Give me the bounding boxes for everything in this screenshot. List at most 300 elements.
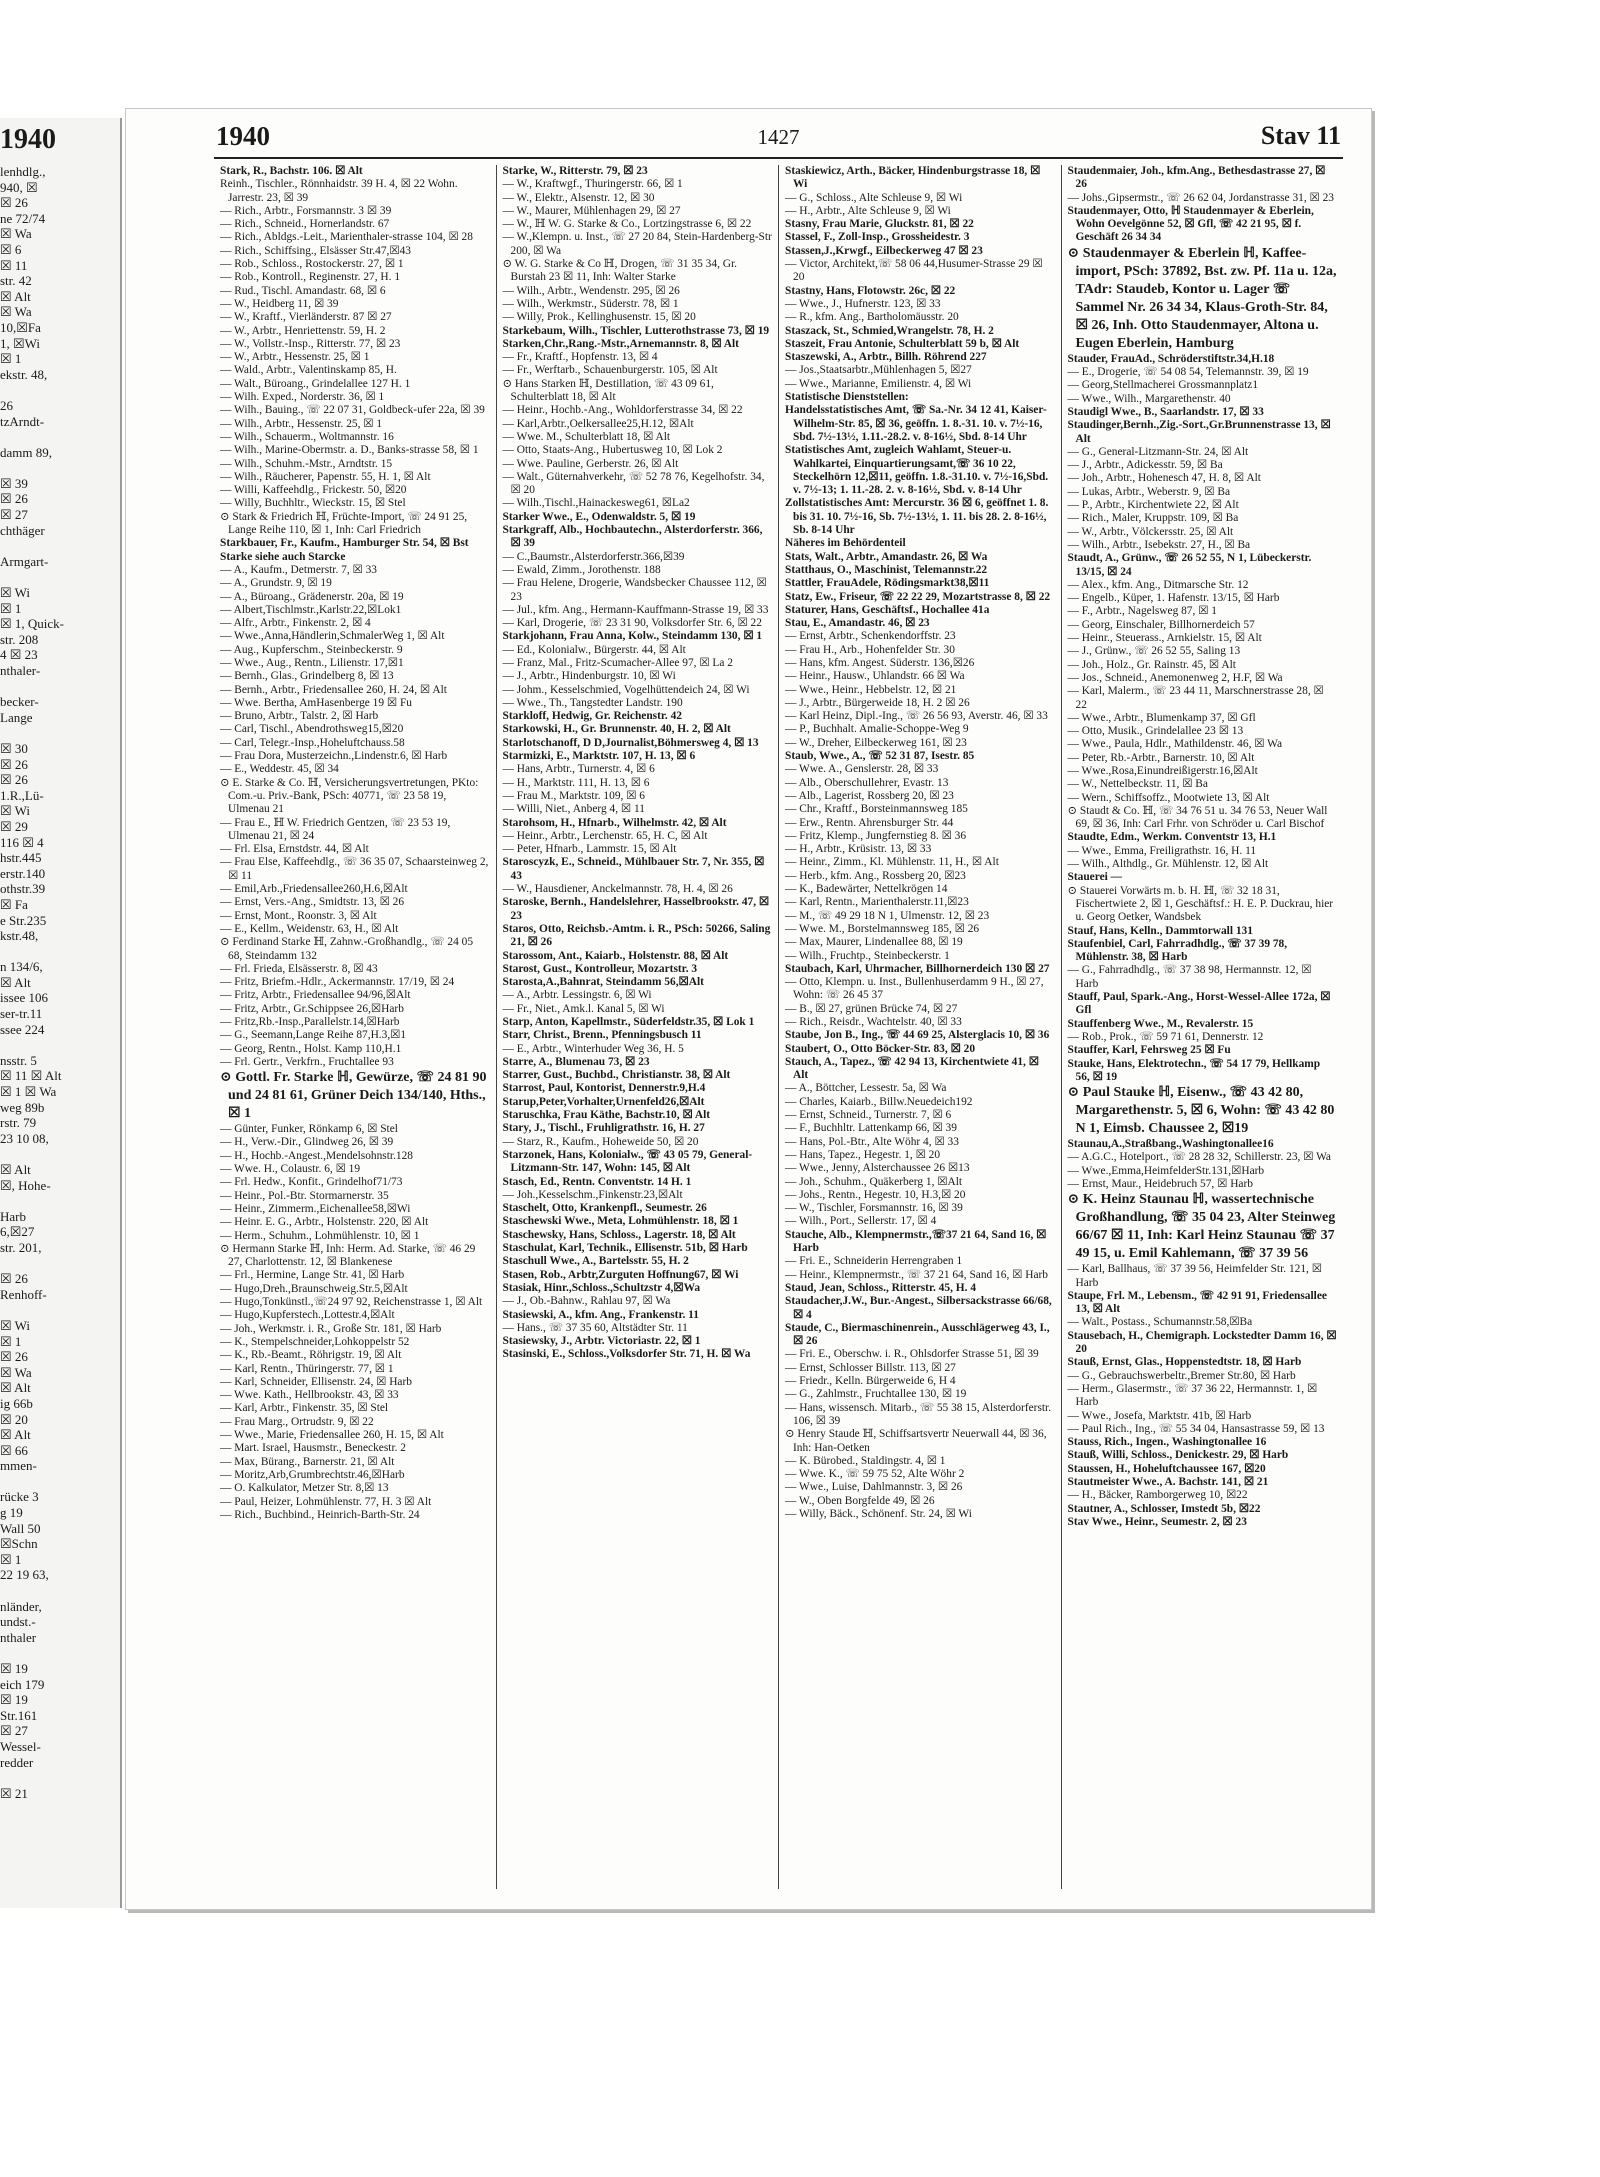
directory-entry: Staschelt, Otto, Krankenpfl., Seumestr. 26 xyxy=(502,1202,707,1215)
left-page-line: Wessel- xyxy=(0,1738,41,1754)
directory-entry: — Karl, Rentn., Marienthalerstr.11,☒23 xyxy=(785,896,969,909)
directory-entry: Starker Wwe., E., Odenwaldstr. 5, ☒ 19 xyxy=(502,510,696,523)
left-page-line: ☒ 1 xyxy=(0,600,22,616)
directory-entry: Stauff, Paul, Spark.-Ang., Horst-Wessel-Allee 172a, ☒ Gfl xyxy=(1067,991,1331,1017)
left-page-line: ☒ 1 xyxy=(0,1333,22,1349)
directory-entry: — W., Nettelbeckstr. 11, ☒ Ba xyxy=(1067,778,1208,791)
directory-entry: ⊙ K. Heinz Staunau ℍ, wassertechnische Großhandlung, ☏ 35 04 23, Alter Steinweg 66/67 ☒ 11, Inh: Karl Heinz Staunau ☏ 37 49 15, u. Emil Kahlemann, ☏ 37 39 56 xyxy=(1067,1192,1336,1262)
directory-entry: — Karl, Arbtr., Finkenstr. 35, ☒ Stel xyxy=(220,1402,389,1415)
directory-entry: Starkebaum, Wilh., Tischler, Lutterothstrasse 73, ☒ 19 xyxy=(502,324,770,337)
directory-entry: Staude, C., Biermaschinenrein., Ausschlägerweg 43, I., ☒ 26 xyxy=(785,1321,1050,1348)
left-page-line: nländer, xyxy=(0,1598,42,1614)
left-page-line: othstr.39 xyxy=(0,881,46,897)
directory-entry: — Hugo,Tonkünstl.,☏24 97 92, Reichenstrasse 1, ☒ Alt xyxy=(220,1296,483,1309)
directory-entry: Stasch, Ed., Rentn. Conventstr. 14 H. 1 xyxy=(502,1175,692,1188)
directory-entry: — Rob., Schloss., Rostockerstr. 27, ☒ 1 xyxy=(220,258,404,271)
directory-entry: — Wilh., Werkmstr., Süderstr. 78, ☒ 1 xyxy=(502,297,679,310)
directory-entry: — H., Arbtr., Alte Schleuse 9, ☒ Wi xyxy=(785,204,951,217)
directory-entry: Staruschka, Frau Käthe, Bachstr.10, ☒ Alt xyxy=(502,1109,711,1122)
left-page-line: ☒ 1 xyxy=(0,1551,22,1567)
directory-entry: — Erw., Rentn. Ahrensburger Str. 44 xyxy=(785,816,954,829)
directory-entry: — Rich., Maler, Kruppstr. 109, ☒ Ba xyxy=(1067,512,1239,525)
directory-entry: Näheres im Behördenteil xyxy=(785,537,906,550)
left-page-line xyxy=(0,1037,120,1053)
directory-entry: — Willy, Bäck., Schönenf. Str. 24, ☒ Wi xyxy=(785,1507,972,1520)
left-page-line xyxy=(0,944,120,960)
left-page-line: ☒ 20 xyxy=(0,1411,28,1427)
directory-entry: — A.G.C., Hotelport., ☏ 28 28 32, Schillerstr. 23, ☒ Wa xyxy=(1067,1151,1331,1164)
left-page-line: ☒ Alt xyxy=(0,974,31,990)
directory-entry: — Wwe. M., Borstelmannsweg 185, ☒ 26 xyxy=(785,922,980,935)
left-page-line: str. 201, xyxy=(0,1239,42,1255)
left-page-line: g 19 xyxy=(0,1505,23,1521)
directory-entry: — W., Vollstr.-Insp., Ritterstr. 77, ☒ 23 xyxy=(220,337,401,350)
directory-entry: — Frau E., ℍ W. Friedrich Gentzen, ☏ 23 53 19, Ulmenau 21, ☒ 24 xyxy=(220,816,451,842)
directory-entry: — M., ☏ 49 29 18 N 1, Ulmenstr. 12, ☒ 23 xyxy=(785,909,990,922)
directory-entry: — Fri. E., Oberschw. i. R., Ohlsdorfer Strasse 51, ☒ 39 xyxy=(785,1348,1039,1361)
directory-entry: Starrost, Paul, Kontorist, Dennerstr.9,H.4 xyxy=(502,1082,706,1095)
left-page-line: ☒Schn xyxy=(0,1536,38,1552)
left-page-line xyxy=(0,679,120,695)
left-page-line: ☒ Wi xyxy=(0,1317,31,1333)
directory-entry: — Wilh., Arbtr., Isebekstr. 27, H., ☒ Ba xyxy=(1067,538,1251,551)
left-page-line xyxy=(0,569,120,585)
directory-entry: — Herb., kfm. Ang., Rossberg 20, ☒23 xyxy=(785,869,966,882)
directory-entry: — Otto, Staats-Ang., Hubertusweg 10, ☒ Lok 2 xyxy=(502,444,723,457)
directory-entry: Starosta,A.,Bahnrat, Steindamm 56,☒Alt xyxy=(502,976,704,989)
directory-entry: — Ewald, Zimm., Jorothenstr. 188 xyxy=(502,563,661,576)
left-page-line: 4 ☒ 23 xyxy=(0,647,38,663)
left-page-line: ☒ 21 xyxy=(0,1785,28,1801)
directory-entry: — W., Kraftf., Vierländerstr. 87 ☒ 27 xyxy=(220,311,392,324)
directory-entry: — W., Oben Borgfelde 49, ☒ 26 xyxy=(785,1494,935,1507)
directory-entry: Stausebach, H., Chemigraph. Lockstedter Damm 16, ☒ 20 xyxy=(1067,1329,1337,1356)
left-page-line: ☒ 26 xyxy=(0,195,28,211)
left-page-line xyxy=(0,1256,120,1272)
directory-entry: — Karl Heinz, Dipl.-Ing., ☏ 26 56 93, Averstr. 46, ☒ 33 xyxy=(785,710,1048,723)
directory-entry: Stauffenberg Wwe., M., Revalerstr. 15 xyxy=(1067,1017,1254,1030)
directory-entry: Staschulat, Karl, Technik., Ellisenstr. 51b, ☒ Harb xyxy=(502,1242,748,1255)
left-page-line: eich 179 xyxy=(0,1676,45,1692)
directory-entry: — J., Arbtr., Adickesstr. 59, ☒ Ba xyxy=(1067,459,1223,472)
directory-entry: — Fr., Kraftf., Hopfenstr. 13, ☒ 4 xyxy=(502,351,658,364)
left-page-line: 940, ☒ xyxy=(0,179,38,195)
directory-entry: — Bruno, Arbtr., Talstr. 2, ☒ Harb xyxy=(220,710,379,723)
directory-entry: — P., Arbtr., Kirchentwiete 22, ☒ Alt xyxy=(1067,499,1239,512)
directory-entry: — Wwe. K., ☏ 59 75 52, Alte Wöhr 2 xyxy=(785,1468,965,1481)
directory-entry: — Chr., Kraftf., Borsteinmannsweg 185 xyxy=(785,803,968,816)
directory-entry: Stassen,J.,Krwgf., Eilbeckerweg 47 ☒ 23 xyxy=(785,244,983,257)
left-page-line: ☒ Alt xyxy=(0,1427,31,1443)
directory-entry: ⊙ Gottl. Fr. Starke ℍ, Gewürze, ☏ 24 81 90 und 24 81 61, Grüner Deich 134/140, Hths., ☒ 1 xyxy=(220,1070,487,1122)
left-page-line: ☒ 29 xyxy=(0,818,28,834)
left-page-line: 22 19 63, xyxy=(0,1567,49,1583)
directory-entry: Stauke, Hans, Elektrotechn., ☏ 54 17 79, Hellkamp 56, ☒ 19 xyxy=(1067,1057,1321,1083)
left-page-line: ☒ Fa xyxy=(0,896,28,912)
directory-entry: Staudinger,Bernh.,Zig.-Sort.,Gr.Brunnenstrasse 13, ☒ Alt xyxy=(1067,419,1331,445)
directory-entry: — W., Elektr., Alsenstr. 12, ☒ 30 xyxy=(502,191,655,204)
directory-entry: — Georg,Stellmacherei Grossmannplatz1 xyxy=(1067,379,1259,392)
directory-entry: Statistisches Amt, zugleich Wahlamt, Steuer-u. Wahlkartei, Einquartierungsamt,☏ 36 10 22, Steckelhörn 12,☒11, geöffn. 1.8.-31.10. v. 7½-16,Sbd. v. 7½-13; 1. 11.-28. 2. v. 8-16½, Sbd. v. 8-14 Uhr xyxy=(785,444,1049,497)
directory-entry: — Albert,Tischlmstr.,Karlstr.22,☒Lok1 xyxy=(220,603,402,616)
directory-entry: Staskiewicz, Arth., Bäcker, Hindenburgstrasse 18, ☒ Wi xyxy=(785,165,1041,191)
directory-entry: Staud, Jean, Schloss., Ritterstr. 45, H. 4 xyxy=(785,1281,977,1294)
directory-entry: ⊙ Ferdinand Starke ℍ, Zahnw.-Großhandlg., ☏ 24 05 68, Steindamm 132 xyxy=(220,936,474,962)
left-page-line xyxy=(0,382,120,398)
left-page-fragment xyxy=(0,118,122,1908)
directory-entry: Stauerei — xyxy=(1067,871,1123,884)
directory-entry: — Karl,Arbtr.,Oelkersallee25,H.12, ☒Alt xyxy=(502,417,694,430)
directory-entry: — Hans., ☏ 37 35 60, Altstädter Str. 11 xyxy=(502,1321,688,1334)
directory-entry: — Frau Else, Kaffeehdlg., ☏ 36 35 07, Schaarsteinweg 2, ☒ 11 xyxy=(220,856,489,882)
directory-entry: — Bernh., Glas., Grindelberg 8, ☒ 13 xyxy=(220,670,394,683)
directory-entry: — W., Heidberg 11, ☒ 39 xyxy=(220,297,339,310)
left-page-line: ig 66b xyxy=(0,1395,33,1411)
directory-entry: — Karl, Drogerie, ☏ 23 31 90, Volksdorfer Str. 6, ☒ 22 xyxy=(502,617,762,630)
directory-entry: — Otto, Klempn. u. Inst., Bullenhuserdamm 9 H., ☒ 27, Wohn: ☏ 26 45 37 xyxy=(785,976,1044,1002)
directory-entry: Starken,Chr.,Rang.-Mstr.,Arnemannstr. 8, ☒ Alt xyxy=(502,337,739,350)
directory-entry: — G., Schloss., Alte Schleuse 9, ☒ Wi xyxy=(785,191,963,204)
directory-entry: — W., Hausdiener, Anckelmannstr. 78, H. 4, ☒ 26 xyxy=(502,883,733,896)
directory-entry: — Wern., Schiffsoffz., Mootwiete 13, ☒ Alt xyxy=(1067,791,1270,804)
directory-entry: — W., Dreher, Eilbeckerweg 161, ☒ 23 xyxy=(785,736,967,749)
directory-entry: Staupe, Frl. M., Lebensm., ☏ 42 91 91, Friedensallee 13, ☒ Alt xyxy=(1067,1289,1327,1316)
left-page-line: ☒ Wi xyxy=(0,803,31,819)
left-page-line: ☒ 66 xyxy=(0,1442,28,1458)
left-page-line xyxy=(0,538,120,554)
directory-entry: Stauf, Hans, Kelln., Dammtorwall 131 xyxy=(1067,924,1253,937)
directory-entry: — Wald., Arbtr., Valentinskamp 85, H. xyxy=(220,364,397,377)
left-page-line: Str.161 xyxy=(0,1707,38,1723)
directory-entry: — Max, Maurer, Lindenallee 88, ☒ 19 xyxy=(785,936,963,949)
directory-entry: — K. Bürobed., Staldingstr. 4, ☒ 1 xyxy=(785,1454,946,1467)
left-page-line: 6,☒27 xyxy=(0,1224,35,1240)
directory-entry: — Heinr., Zimm., Kl. Mühlenstr. 11, H., ☒ Alt xyxy=(785,856,999,869)
left-page-line: chthäger xyxy=(0,522,45,538)
directory-entry: Stauder, FrauAd., Schröderstiftstr.34,H.18 xyxy=(1067,352,1275,365)
left-page-line: ☒ 19 xyxy=(0,1661,28,1676)
directory-entry: — F., Buchhltr. Lattenkamp 66, ☒ 39 xyxy=(785,1122,957,1135)
directory-entry: — Wwe., Heinr., Hebbelstr. 12, ☒ 21 xyxy=(785,683,957,696)
directory-entry: — Paul Rich., Ing., ☏ 55 34 04, Hansastrasse 59, ☒ 13 xyxy=(1067,1422,1325,1435)
directory-entry: — Walt., Güternahverkehr, ☏ 52 78 76, Kegelhofstr. 34, ☒ 20 xyxy=(502,470,765,497)
directory-entry: Statthaus, O., Maschinist, Telemannstr.22 xyxy=(785,563,988,576)
directory-entry: — Johs., Rentn., Hegestr. 10, H.3,☒ 20 xyxy=(785,1188,966,1201)
directory-entry: Stautmeister Wwe., A. Bachstr. 141, ☒ 21 xyxy=(1067,1476,1269,1489)
directory-entry: Stauche, Alb., Klempnermstr.,☏37 21 64, Sand 16, ☒ Harb xyxy=(785,1228,1047,1255)
directory-entry: — Heinr., Steuerass., Arnkielstr. 15, ☒ Alt xyxy=(1067,632,1262,645)
directory-entry: — Wilh., Schauerm., Woltmannstr. 16 xyxy=(220,430,394,443)
directory-entry: Stassel, F., Zoll-Insp., Grossheidestr. 3 xyxy=(785,231,970,244)
directory-entry: — Frl. Hedw., Konfit., Grindelhof71/73 xyxy=(220,1176,403,1189)
directory-entry: Staudenmaier, Joh., kfm.Ang., Bethesdastrasse 27, ☒ 26 xyxy=(1067,165,1326,191)
left-page-line: damm 89, xyxy=(0,444,52,460)
left-page-line: ☒ 1, Quick- xyxy=(0,616,65,632)
directory-entry: — Rich., Reisdr., Wachtelstr. 40, ☒ 33 xyxy=(785,1016,962,1028)
directory-entry: Stauß, Willi, Schloss., Denickestr. 29, ☒ Harb xyxy=(1067,1449,1289,1462)
directory-entry: — A., Kaufm., Detmerstr. 7, ☒ 33 xyxy=(220,563,378,576)
directory-entry: — Frau Dora, Musterzeichn.,Lindenstr.6, ☒ Harb xyxy=(220,750,448,763)
directory-entry: — J., Grünw., ☏ 26 52 55, Saling 13 xyxy=(1067,645,1241,658)
directory-entry: — Rud., Tischl. Amandastr. 68, ☒ 6 xyxy=(220,284,386,297)
directory-entry: — Wilh., Räucherer, Papenstr. 55, H. 1, ☒ Alt xyxy=(220,470,431,483)
directory-entry: Stasny, Frau Marie, Gluckstr. 81, ☒ 22 xyxy=(785,218,974,231)
left-page-line: Lange xyxy=(0,709,33,725)
directory-entry: — Max, Bürang., Barnerstr. 21, ☒ Alt xyxy=(220,1455,395,1468)
directory-entry: — Heinr., Pol.-Btr. Stormarnerstr. 35 xyxy=(220,1189,389,1202)
directory-entry: — Emil,Arb.,Friedensallee260,H.6,☒Alt xyxy=(220,883,408,896)
left-page-line: ssee 224 xyxy=(0,1021,45,1037)
left-page-line xyxy=(0,1770,120,1786)
directory-entry: — Wilh., Schuhm.-Mstr., Arndtstr. 15 xyxy=(220,457,393,470)
left-page-line: ☒ Wa xyxy=(0,304,32,320)
directory-entry: — Wwe., Emma, Freiligrathstr. 16, H. 11 xyxy=(1067,844,1257,857)
directory-entry: — O. Kalkulator, Metzer Str. 8,☒ 13 xyxy=(220,1482,389,1495)
directory-columns xyxy=(214,165,1343,1889)
left-page-line xyxy=(0,1645,120,1661)
directory-entry: Starossom, Ant., Kaiarb., Holstenstr. 88, ☒ Alt xyxy=(502,949,729,962)
directory-entry: — Mart. Israel, Hausmstr., Beneckestr. 2 xyxy=(220,1442,407,1455)
directory-entry: — Hans, Pol.-Btr., Alte Wöhr 4, ☒ 33 xyxy=(785,1135,959,1148)
directory-entry: — Ernst, Schneid., Turnerstr. 7, ☒ 6 xyxy=(785,1109,952,1122)
directory-entry: — Joh., Schuhm., Quäkerberg 1, ☒Alt xyxy=(785,1175,963,1188)
directory-entry: — Wilh.,Tischl.,Hainackesweg61, ☒La2 xyxy=(502,497,690,510)
left-page-line: mmen- xyxy=(0,1458,37,1474)
directory-entry: — Heinr., Zimmerm.,Eichenallee58,☒Wi xyxy=(220,1202,411,1215)
directory-entry: — Wwe.,Rosa,Einundreißigerstr.16,☒Alt xyxy=(1067,764,1258,777)
directory-entry: — Wwe., Wilh., Margarethenstr. 40 xyxy=(1067,392,1231,405)
directory-entry: Staudt, A., Grünw., ☏ 26 52 55, N 1, Lübeckerstr. 13/15, ☒ 24 xyxy=(1067,552,1312,578)
directory-entry: — Wwe. H., Colaustr. 6, ☒ 19 xyxy=(220,1163,361,1176)
left-page-line: ☒ Wa xyxy=(0,226,32,242)
directory-entry: — Hans, Tapez., Hegestr. 1, ☒ 20 xyxy=(785,1148,941,1161)
directory-entry: — W., Kraftwgf., Thuringerstr. 66, ☒ 1 xyxy=(502,178,683,191)
directory-entry: — Alb., Oberschullehrer, Evastr. 13 xyxy=(785,776,949,789)
directory-entry: — Fritz, Arbtr., Gr.Schippsee 26,☒Harb xyxy=(220,1002,404,1015)
directory-entry: — Joh.,Kesselschm.,Finkenstr.23,☒Alt xyxy=(502,1188,683,1201)
directory-entry: Statz, Ew., Friseur, ☏ 22 22 29, Mozartstrasse 8, ☒ 22 xyxy=(785,590,1051,603)
left-page-line: 1, ☒Wi xyxy=(0,335,41,351)
directory-entry: — Ernst, Schlosser Billstr. 113, ☒ 27 xyxy=(785,1361,956,1374)
left-page-line: ☒ 1 xyxy=(0,351,22,367)
column-1 xyxy=(214,165,497,1889)
directory-entry: — H., Verw.-Dir., Glindweg 26, ☒ 39 xyxy=(220,1136,394,1149)
directory-entry: Staszack, St., Schmied,Wrangelstr. 78, H. 2 xyxy=(785,324,994,337)
directory-entry: — Ernst, Maur., Heidebruch 57, ☒ Harb xyxy=(1067,1178,1253,1190)
directory-entry: — W., ℍ W. G. Starke & Co., Lortzingstrasse 6, ☒ 22 xyxy=(502,218,752,231)
directory-entry: ⊙ Hans Starken ℍ, Destillation, ☏ 43 09 61, Schulterblatt 18, ☒ Alt xyxy=(502,377,714,404)
directory-entry: — Wwe., J., Hufnerstr. 123, ☒ 33 xyxy=(785,297,941,310)
directory-entry: — Rich., Arbtr., Forsmannstr. 3 ☒ 39 xyxy=(220,204,392,217)
directory-entry: — Hugo,Dreh.,Braunschweig.Str.5,☒Alt xyxy=(220,1282,408,1295)
directory-entry: ⊙ Hermann Starke ℍ, Inh: Herm. Ad. Starke, ☏ 46 29 27, Charlottenstr. 12, ☒ Blankenese xyxy=(220,1242,476,1269)
left-page-line: ☒ 26 xyxy=(0,772,28,788)
directory-entry: — Wwe., Marianne, Emilienstr. 4, ☒ Wi xyxy=(785,377,972,390)
directory-entry: Stautner, A., Schlosser, Imstedt 5b, ☒22 xyxy=(1067,1502,1261,1515)
column-3 xyxy=(779,165,1062,1889)
directory-entry: — Ernst, Arbtr., Schenkendorffstr. 23 xyxy=(785,630,956,643)
directory-entry: — J., Arbtr., Hindenburgstr. 10, ☒ Wi xyxy=(502,670,676,683)
directory-entry: Staroske, Bernh., Handelslehrer, Hasselbrookstr. 47, ☒ 23 xyxy=(502,896,770,922)
directory-entry: Stau, E., Amandastr. 46, ☒ 23 xyxy=(785,617,930,630)
directory-entry: — Heinr. E. G., Arbtr., Holstenstr. 220, ☒ Alt xyxy=(220,1216,429,1229)
directory-entry: — Rich., Schneid., Hornerlandstr. 67 xyxy=(220,218,390,231)
left-page-line: weg 89b xyxy=(0,1099,45,1115)
directory-entry: — Frau Helene, Drogerie, Wandsbecker Chaussee 112, ☒ 23 xyxy=(502,577,767,603)
left-page-line: Wall 50 xyxy=(0,1520,41,1536)
directory-entry: — Georg, Einschaler, Billhornerdeich 57 xyxy=(1067,618,1255,631)
directory-entry: Stasen, Rob., Arbtr,Zurguten Hoffnung67, ☒ Wi xyxy=(502,1268,739,1281)
directory-entry: Staros, Otto, Reichsb.-Amtm. i. R., PSch: 50266, Saling 21, ☒ 26 xyxy=(502,922,771,949)
directory-entry: — Karl, Schneider, Ellisenstr. 24, ☒ Harb xyxy=(220,1375,412,1388)
directory-entry: Starkbauer, Fr., Kaufm., Hamburger Str. 54, ☒ Bst xyxy=(220,537,469,550)
directory-entry: Staturer, Hans, Geschäftsf., Hochallee 41a xyxy=(785,603,990,616)
left-page-line: redder xyxy=(0,1754,34,1770)
directory-entry: — K., Stempelschneider,Lohkoppelstr 52 xyxy=(220,1335,410,1348)
left-page-line xyxy=(0,1474,120,1490)
directory-entry: — E., Arbtr., Winterhuder Weg 36, H. 5 xyxy=(502,1042,684,1055)
column-2 xyxy=(497,165,780,1889)
directory-entry: Staussen, H., Hoheluftchaussee 167, ☒20 xyxy=(1067,1462,1266,1475)
left-page-line: erstr.140 xyxy=(0,865,46,881)
directory-entry: — Paul, Heizer, Lohmühlenstr. 77, H. 3 ☒ Alt xyxy=(220,1495,432,1508)
left-page-line: ekstr. 48, xyxy=(0,366,48,382)
left-page-line: issee 106 xyxy=(0,990,49,1006)
directory-entry: — Ernst, Mont., Roonstr. 3, ☒ Alt xyxy=(220,909,377,922)
directory-entry: Stattler, FrauAdele, Rödingsmarkt38,☒11 xyxy=(785,577,990,590)
directory-entry: Starup,Peter,Vorhalter,Urnenfeld26,☒Alt xyxy=(502,1095,705,1108)
directory-entry: — Wilh., Port., Sellerstr. 17, ☒ 4 xyxy=(785,1215,937,1228)
directory-entry: Starke siehe auch Starcke xyxy=(220,550,346,563)
directory-entry: — Alex., kfm. Ang., Ditmarsche Str. 12 xyxy=(1067,578,1249,591)
directory-entry: Staschull Wwe., A., Bartelsstr. 55, H. 2 xyxy=(502,1255,689,1268)
directory-entry: Starp, Anton, Kapellmstr., Süderfeldstr.35, ☒ Lok 1 xyxy=(502,1016,755,1028)
directory-entry: ⊙ Staudt & Co. ℍ, ☏ 34 76 51 u. 34 76 53, Neuer Wall 69, ☒ 36, Inh: Carl Frhr. von Schröder u. Carl Bischof xyxy=(1067,804,1328,831)
directory-entry: — Wilh., Bauing., ☏ 22 07 31, Goldbeck-ufer 22a, ☒ 39 xyxy=(220,404,485,417)
directory-entry: — Wilh., Arbtr., Wendenstr. 295, ☒ 26 xyxy=(502,284,680,297)
directory-entry: — Wwe., Paula, Hdlr., Mathildenstr. 46, ☒ Wa xyxy=(1067,738,1283,751)
directory-entry: — Georg, Rentn., Holst. Kamp 110,H.1 xyxy=(220,1042,402,1055)
directory-entry: Stark, R., Bachstr. 106. ☒ Alt xyxy=(220,165,363,177)
directory-entry: — Heinr., Arbtr., Lerchenstr. 65, H. C, ☒ Alt xyxy=(502,829,708,842)
directory-entry: Starkloff, Hedwig, Gr. Reichenstr. 42 xyxy=(502,710,683,723)
directory-entry: — Aug., Kupferschm., Steinbeckerstr. 9 xyxy=(220,643,403,656)
column-4 xyxy=(1062,165,1344,1889)
directory-entry: — Joh., Werkmstr. i. R., Große Str. 181, ☒ Harb xyxy=(220,1322,442,1335)
directory-entry: — Ed., Kolonialw., Bürgerstr. 44, ☒ Alt xyxy=(502,643,686,656)
directory-entry: — G., Seemann,Lange Reihe 87,H.3,☒1 xyxy=(220,1029,407,1042)
directory-entry: — Peter, Rb.-Arbtr., Barnerstr. 10, ☒ Alt xyxy=(1067,751,1255,764)
directory-entry: — Charles, Kaiarb., Billw.Neuedeich192 xyxy=(785,1095,973,1108)
directory-entry: Stasiewsky, J., Arbtr. Victoriastr. 22, ☒ 1 xyxy=(502,1335,701,1348)
directory-page xyxy=(125,108,1372,1910)
directory-entry: Starkowski, H., Gr. Brunnenstr. 40, H. 2, ☒ Alt xyxy=(502,723,731,736)
directory-entry: — Rob., Prok., ☏ 59 71 61, Dennerstr. 12 xyxy=(1067,1030,1264,1043)
directory-entry: — Wwe., Marie, Friedensallee 260, H. 15, ☒ Alt xyxy=(220,1429,444,1442)
directory-entry: — Karl, Ballhaus, ☏ 37 39 56, Heimfelder Str. 121, ☒ Harb xyxy=(1067,1263,1322,1289)
directory-entry: — H., Marktstr. 111, H. 13, ☒ 6 xyxy=(502,776,650,789)
directory-entry: — Ernst, Vers.-Ang., Smidtstr. 13, ☒ 26 xyxy=(220,896,405,909)
directory-entry: — Wwe. Kath., Hellbrookstr. 43, ☒ 33 xyxy=(220,1389,399,1402)
directory-entry: — Carl, Tischl., Abendrothsweg15,☒20 xyxy=(220,723,404,736)
directory-entry: Staszewski, A., Arbtr., Billh. Röhrend 227 xyxy=(785,351,987,364)
directory-entry: — Fritz, Arbtr., Friedensallee 94/96,☒Alt xyxy=(220,989,411,1002)
directory-entry: Stav Wwe., Heinr., Seumestr. 2, ☒ 23 xyxy=(1067,1515,1247,1528)
directory-entry: — Fritz, Klemp., Jungfernstieg 8. ☒ 36 xyxy=(785,829,967,842)
left-page-line: ☒ 1 ☒ Wa xyxy=(0,1084,57,1100)
directory-entry: — Moritz,Arb,Grumbrechtstr.46,☒Harb xyxy=(220,1468,405,1481)
left-page-line: ☒ Alt xyxy=(0,288,31,304)
directory-entry: Starke, W., Ritterstr. 79, ☒ 23 xyxy=(502,165,648,177)
left-page-line: ☒ 26 xyxy=(0,1349,28,1365)
left-page-line: n 134/6, xyxy=(0,959,43,975)
directory-entry: — H., Arbtr., Krüsistr. 13, ☒ 33 xyxy=(785,843,932,856)
directory-entry: — Frau H., Arb., Hohenfelder Str. 30 xyxy=(785,643,955,656)
left-page-line: undst.- xyxy=(0,1614,36,1630)
directory-entry: — A., Arbtr. Lessingstr. 6, ☒ Wi xyxy=(502,989,652,1002)
directory-entry: — G., Zahlmstr., Fruchtallee 130, ☒ 19 xyxy=(785,1388,967,1401)
directory-entry: Staubert, O., Otto Böcker-Str. 83, ☒ 20 xyxy=(785,1042,976,1055)
directory-entry: — Hans, kfm. Angest. Süderstr. 136,☒26 xyxy=(785,656,975,669)
directory-entry: Starre, A., Blumenau 73, ☒ 23 xyxy=(502,1055,650,1068)
directory-entry: — Friedr., Kelln. Bürgerweide 6, H 4 xyxy=(785,1375,956,1388)
left-page-line: hstr.445 xyxy=(0,850,42,866)
directory-entry: — Fri. E., Schneiderin Herrengraben 1 xyxy=(785,1255,963,1268)
directory-entry: Staudigl Wwe., B., Saarlandstr. 17, ☒ 33 xyxy=(1067,405,1264,418)
directory-entry: — Hans, wissensch. Mitarb., ☏ 55 38 15, Alsterdorferstr. 106, ☒ 39 xyxy=(785,1401,1052,1427)
directory-entry: — Victor, Architekt,☏ 58 06 44,Husumer-Strasse 29 ☒ 20 xyxy=(785,258,1043,284)
directory-entry: — J., Ob.-Bahnw., Rahlau 97, ☒ Wa xyxy=(502,1295,671,1308)
directory-entry: — J., Arbtr., Bürgerweide 18, H. 2 ☒ 26 xyxy=(785,696,970,709)
left-page-line: ☒ Wi xyxy=(0,585,31,601)
directory-entry: Starkjohann, Frau Anna, Kolw., Steindamm 130, ☒ 1 xyxy=(502,630,763,643)
directory-entry: — G., Fahrradhdlg., ☏ 37 38 98, Hermannstr. 12, ☒ Harb xyxy=(1067,964,1312,990)
directory-entry: — Fr., Niet., Amk.l. Kanal 5, ☒ Wi xyxy=(502,1002,665,1015)
left-page-line: Renhoff- xyxy=(0,1286,47,1302)
directory-entry: — Fritz, Briefm.-Hdlr., Ackermannstr. 17/19, ☒ 24 xyxy=(220,976,455,989)
directory-entry: — Rich., Abldgs.-Leit., Marienthaler-strasse 104, ☒ 28 xyxy=(220,231,473,244)
directory-entry: ⊙ Stark & Friedrich ℍ, Früchte-Import, ☏ 24 91 25, Lange Reihe 110, ☒ 1, Inh: Carl Friedrich xyxy=(220,510,468,537)
directory-entry: Stastny, Hans, Flotowstr. 26c, ☒ 22 xyxy=(785,284,956,297)
directory-entry: — Bernh., Arbtr., Friedensallee 260, H. 24, ☒ Alt xyxy=(220,683,447,696)
directory-entry: Staudenmayer, Otto, ℍ Staudenmayer & Eberlein, Wohn Oevelgönne 52, ☒ Gfl, ☏ 42 21 95, ☒ f. Geschäft 26 34 34 xyxy=(1067,204,1314,244)
left-page-line: ☒ 11 xyxy=(0,257,28,273)
directory-entry: Stauss, Rich., Ingen., Washingtonallee 16 xyxy=(1067,1436,1267,1449)
left-page-line: lenhdlg., xyxy=(0,164,46,179)
directory-entry: — Wwe., Luise, Dahlmannstr. 3, ☒ 26 xyxy=(785,1481,963,1494)
left-page-line: ☒ Alt xyxy=(0,1380,31,1396)
directory-entry: — Wwe. A., Genslerstr. 28, ☒ 33 xyxy=(785,763,939,776)
directory-entry: Stauch, A., Tapez., ☏ 42 94 13, Kirchentwiete 41, ☒ Alt xyxy=(785,1055,1039,1082)
directory-entry: Staubach, Karl, Uhrmacher, Billhornerdeich 130 ☒ 27 xyxy=(785,962,1050,975)
directory-entry: Staunau,A.,Straßbang.,Washingtonallee16 xyxy=(1067,1138,1274,1151)
left-page-line: ☒ 26 xyxy=(0,756,28,772)
directory-entry: — Wwe., Jenny, Alsterchaussee 26 ☒13 xyxy=(785,1162,970,1175)
left-page-lines xyxy=(0,164,120,1801)
directory-entry: — Johm., Kesselschmied, Vogelhüttendeich 24, ☒ Wi xyxy=(502,683,750,696)
directory-entry: — W., Arbtr., Völckersstr. 25, ☒ Alt xyxy=(1067,525,1234,538)
left-page-line: ☒ 26 xyxy=(0,491,28,507)
left-page-line: ☒ Alt xyxy=(0,1162,31,1177)
directory-entry: — Fr., Werftarb., Schauenburgerstr. 105, ☒ Alt xyxy=(502,364,718,377)
directory-entry: — Lukas, Arbtr., Weberstr. 9, ☒ Ba xyxy=(1067,485,1231,498)
directory-entry: — Frl., Hermine, Lange Str. 41, ☒ Harb xyxy=(220,1269,405,1282)
directory-entry: — F., Arbtr., Nagelsweg 87, ☒ 1 xyxy=(1067,605,1217,618)
directory-entry: — Wilh., Fruchtp., Steinbeckerstr. 1 xyxy=(785,949,950,962)
directory-entry: — Wwe. Pauline, Gerberstr. 26, ☒ Alt xyxy=(502,457,679,470)
left-page-line: nthaler- xyxy=(0,663,41,678)
directory-entry: — Herm., Schuhm., Lohmühlenstr. 10, ☒ 1 xyxy=(220,1229,420,1242)
